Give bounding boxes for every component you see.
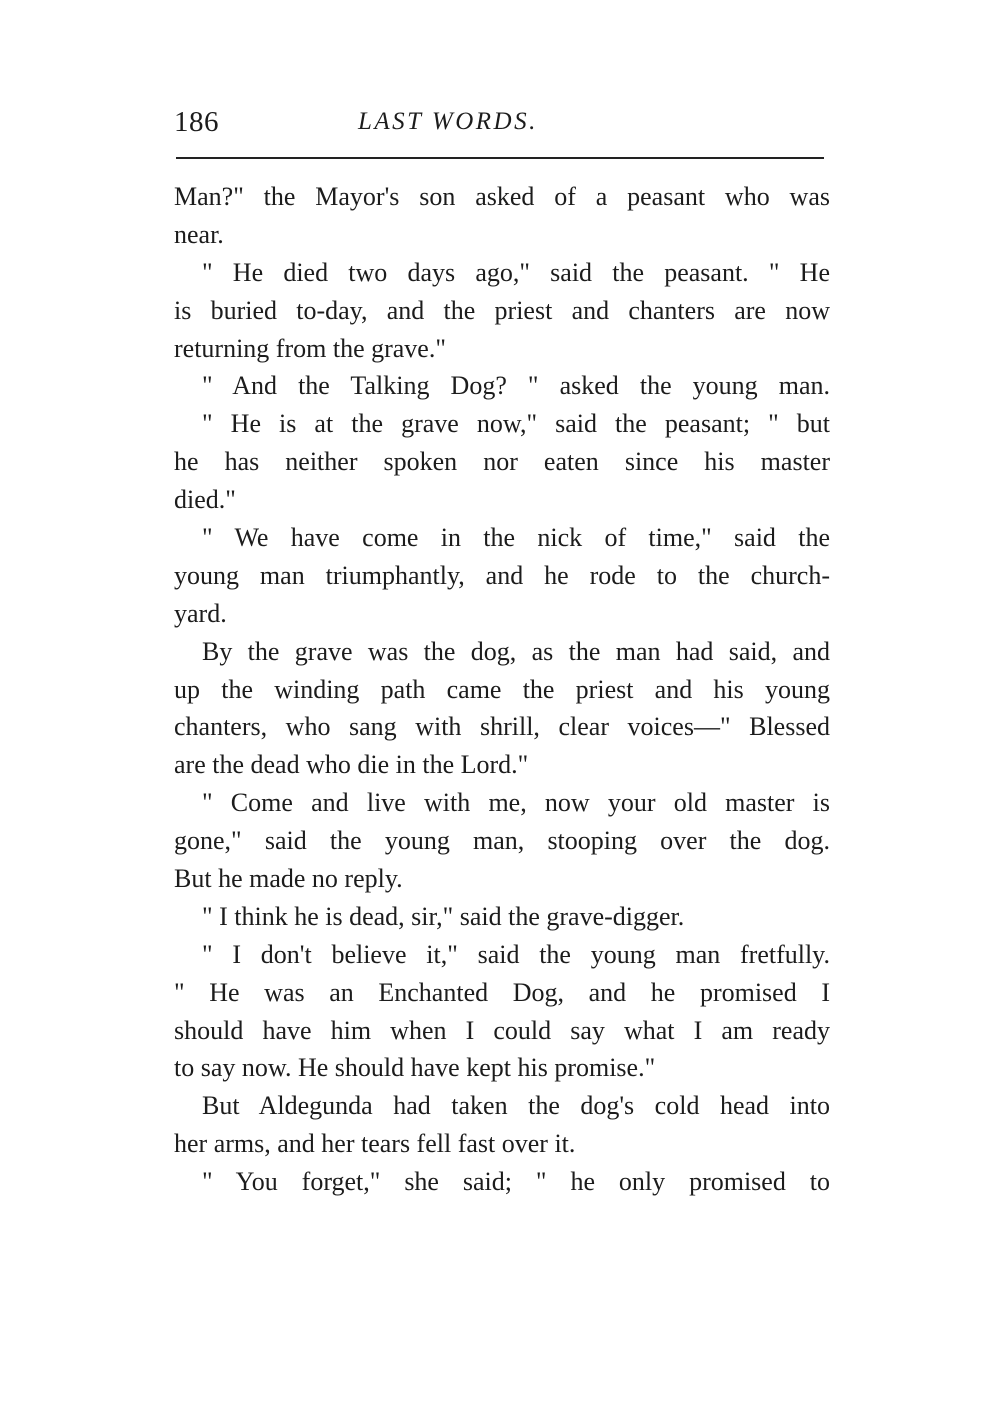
text-line: " He is at the grave now," said the peasant; " but <box>202 409 830 439</box>
text-line: should have him when I could say what I am ready <box>174 1015 830 1045</box>
text-line: near. <box>174 219 224 249</box>
text-line: But he made no reply. <box>174 864 403 894</box>
page-number: 186 <box>174 106 219 138</box>
text-line: " And the Talking Dog? " asked the young man. <box>202 371 830 401</box>
text-line: " Come and live with me, now your old master is <box>202 788 830 818</box>
text-line: " I don't believe it," said the young man fretfully. <box>202 939 830 969</box>
header-rule <box>176 157 824 159</box>
text-line: But Aldegunda had taken the dog's cold head into <box>202 1091 830 1121</box>
text-line: " You forget," she said; " he only promised to <box>202 1167 830 1197</box>
text-line: " He was an Enchanted Dog, and he promised I <box>174 977 830 1007</box>
text-line: " He died two days ago," said the peasant. " He <box>202 257 830 287</box>
text-line: yard. <box>174 598 227 628</box>
text-line: " We have come in the nick of time," said the <box>202 523 830 553</box>
text-line: returning from the grave." <box>174 333 446 363</box>
text-line: her arms, and her tears fell fast over it. <box>174 1129 576 1159</box>
text-line: " I think he is dead, sir," said the grave-digger. <box>202 901 685 931</box>
text-line: is buried to-day, and the priest and chanters are now <box>174 295 830 325</box>
text-line: up the winding path came the priest and his young <box>174 674 830 704</box>
text-line: are the dead who die in the Lord." <box>174 750 529 780</box>
text-line: he has neither spoken nor eaten since his master <box>174 447 830 477</box>
text-line: to say now. He should have kept his promise." <box>174 1053 656 1083</box>
text-line: Man?" the Mayor's son asked of a peasant who was <box>174 182 830 211</box>
text-line: chanters, who sang with shrill, clear voices—" Blessed <box>174 712 830 742</box>
text-line: By the grave was the dog, as the man had said, and <box>202 636 830 666</box>
text-line: gone," said the young man, stooping over the dog. <box>174 826 830 856</box>
running-head <box>174 104 830 140</box>
text-line: died." <box>174 485 236 515</box>
text-line: young man triumphantly, and he rode to the church- <box>174 560 830 590</box>
running-title: LAST WORDS. <box>358 108 538 135</box>
body-text <box>174 178 830 1201</box>
